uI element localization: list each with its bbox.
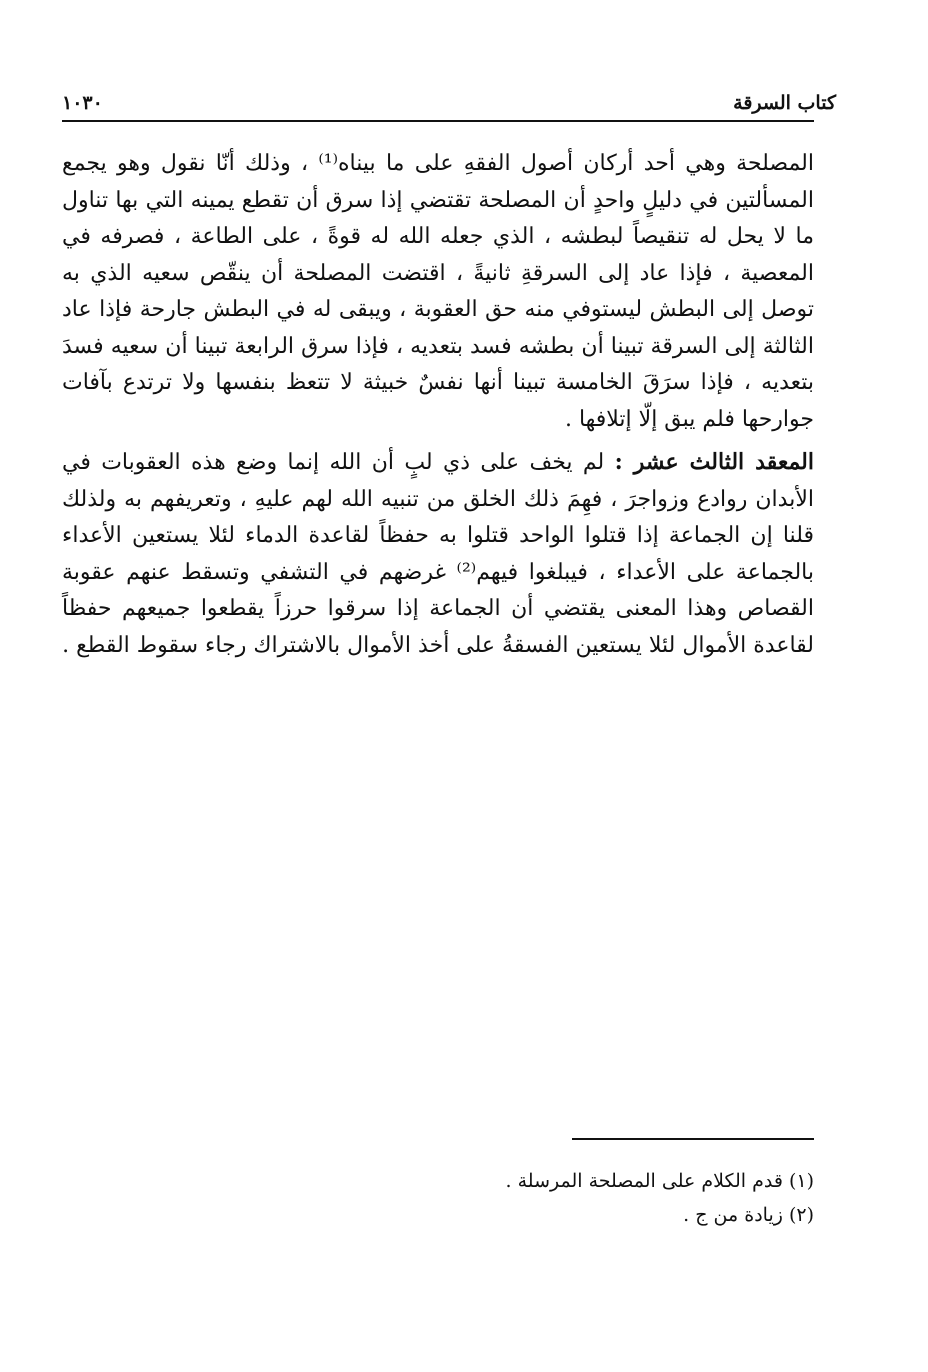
paragraph-2 <box>62 444 814 664</box>
footnote-1: (١) قدم الكلام على المصلحة المرسلة . <box>505 1170 814 1192</box>
chapter-title: كتاب السرقة <box>733 92 836 114</box>
footnote-rule <box>572 1138 814 1140</box>
footnotes <box>62 1164 814 1232</box>
footnote-2: (٢) زيادة من ج . <box>683 1204 814 1226</box>
paragraph-1 <box>62 146 814 438</box>
paragraph-1-text: المصلحة وهي أحد أركان أصول الفقهِ على ما بيناه⁽¹⁾ ، وذلك أنّا نقول وهو يجمع المسألتين في دليلٍ واحدٍ أن المصلحة تقتضي إذا سرق أن تقطع يمينه التي بها تناول ما لا يحل له تنقيصاً لبطشه ، الذي جعله الله له قوةً ، على الطاعة ، فصرفه في المعصية ، فإذا عاد إلى السرقةِ ثانيةً ، اقتضت المصلحة أن ينقّص سعيه الذي به توصل إلى البطش ليستوفي منه حق العقوبة ، ويبقى له في البطش جارحة فإذا عاد الثالثة إلى السرقة تبينا أن بطشه فسد بتعديه ، فإذا سرق الرابعة تبينا أن سعيه فسدَ بتعديه ، فإذا سرَقَ الخامسة تبينا أنها نفسٌ خبيثة لا تتعظ بنفسها ولا ترتدع بآفات جوارحها فلم يبق إلّا إتلافها . <box>62 151 814 432</box>
page-number: ١٠٣٠ <box>62 92 103 114</box>
paragraph-2-heading: المعقد الثالث عشر : <box>614 449 814 475</box>
paragraph-2-text: لم يخف على ذي لبٍ أن الله إنما وضع هذه العقوبات في الأبدان روادع وزواجرَ ، فهِمَ ذلك الخلق من تنبيه الله لهم عليهِ ، وتعريفهم به ولذلك قلنا إن الجماعة إذا قتلوا الواحد قتلوا به حفظاً لقاعدة الدماء لئلا يستعين الأعداء بالجماعة على الأعداء ، فيبلغوا فيهم⁽²⁾ غرضهم في التشفي وتسقط عنهم عقوبة القصاص وهذا المعنى يقتضي أن الجماعة إذا سرقوا حرزاً يقطعوا جميعهم حفظاً لقاعدة الأموال لئلا يستعين الفسقةُ على أخذ الأموال بالاشتراك رجاء سقوط القطع . <box>62 450 815 658</box>
header-rule <box>62 120 814 122</box>
main-text <box>62 146 814 664</box>
page-header <box>62 82 836 114</box>
